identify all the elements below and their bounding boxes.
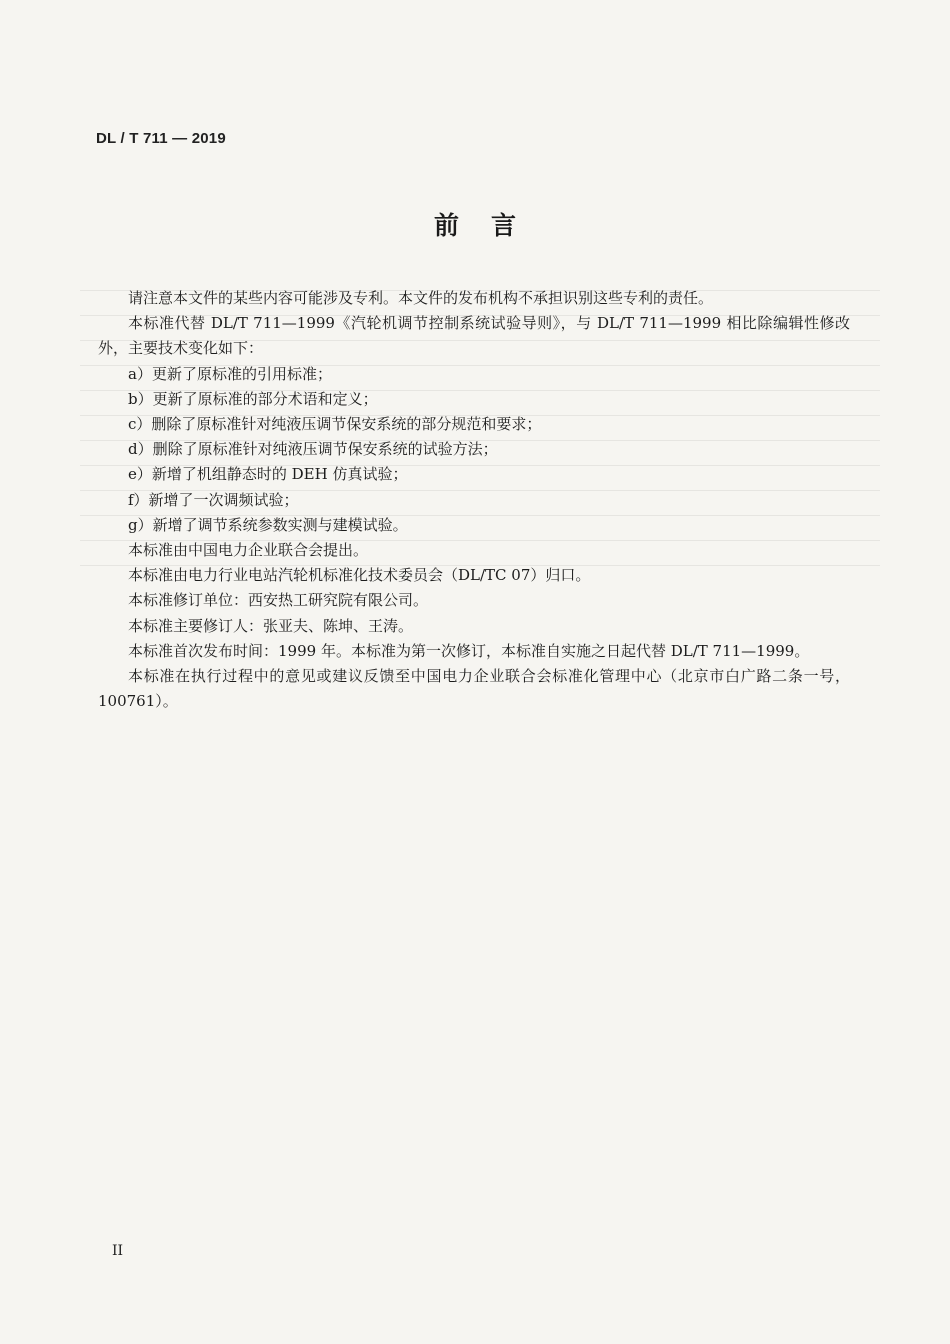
feedback-statement: 本标准在执行过程中的意见或建议反馈至中国电力企业联合会标准化管理中心（北京市白广路二条一号，100761）。 (98, 667, 850, 711)
replacement-statement: 本标准代替 DL/T 711—1999《汽轮机调节控制系统试验导则》，与 DL/T 711—1999 相比除编辑性修改外，主要技术变化如下： (98, 314, 850, 358)
change-item-a: a）更新了原标准的引用标准； (128, 364, 332, 383)
change-item-g: g）新增了调节系统参数实测与建模试验。 (128, 515, 408, 534)
publication-history: 本标准首次发布时间：1999 年。本标准为第一次修订，本标准自实施之日起代替 DL/T 711—1999。 (128, 641, 810, 660)
document-code: DL / T 711 — 2019 (96, 130, 226, 147)
change-item-d: d）删除了原标准针对纯液压调节保安系统的试验方法； (128, 440, 498, 459)
foreword-body (98, 286, 850, 714)
change-item-e: e）新增了机组静态时的 DEH 仿真试验； (128, 465, 408, 484)
patent-notice: 请注意本文件的某些内容可能涉及专利。本文件的发布机构不承担识别这些专利的责任。 (128, 289, 714, 307)
change-item-b: b）更新了原标准的部分术语和定义； (128, 389, 378, 408)
change-item-c: c）删除了原标准针对纯液压调节保安系统的部分规范和要求； (128, 415, 542, 434)
change-item-f: f）新增了一次调频试验； (128, 490, 299, 509)
proposer-statement: 本标准由中国电力企业联合会提出。 (128, 541, 369, 560)
revising-unit: 本标准修订单位：西安热工研究院有限公司。 (128, 591, 429, 610)
committee-statement: 本标准由电力行业电站汽轮机标准化技术委员会（DL/TC 07）归口。 (128, 566, 591, 585)
page-title: 前言 (433, 211, 548, 240)
page-number: II (112, 1243, 124, 1259)
revisers: 本标准主要修订人：张亚夫、陈坤、王涛。 (128, 616, 414, 635)
